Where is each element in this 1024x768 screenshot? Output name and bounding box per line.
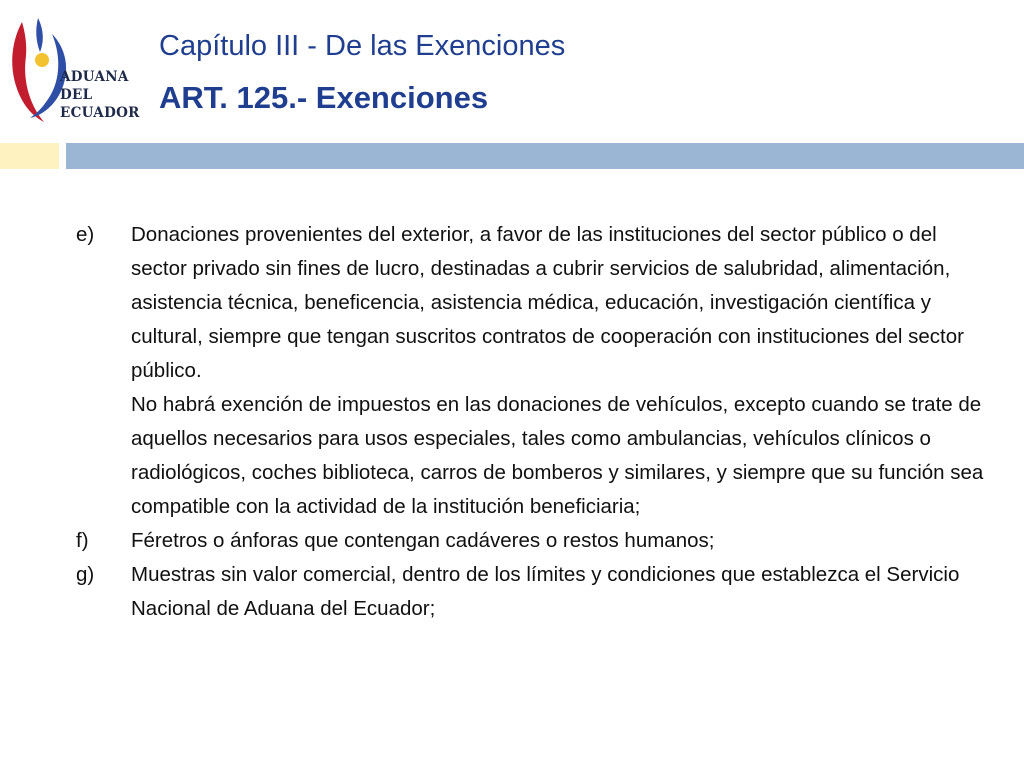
item-paragraph: No habrá exención de impuestos en las donaciones de vehículos, excepto cuando se trate de aquellos necesarios para usos especiales, tales como ambulancias, vehículos clínicos o radiológicos, coches biblioteca, carros de bomberos y similares, y siempre que su función sea compatible con la actividad de la institución beneficiaria; [131,393,984,518]
aduana-logo [8,14,138,129]
accent-bar-blue [66,143,1024,169]
list-item [76,524,996,558]
item-paragraph: Muestras sin valor comercial, dentro de los límites y condiciones que establezca el Servicio Nacional de Aduana del Ecuador; [131,563,960,620]
item-text [131,558,996,626]
item-paragraph: Donaciones provenientes del exterior, a favor de las instituciones del sector público o del sector privado sin fines de lucro, destinadas a cubrir servicios de salubridad, alimentación, asistencia técnica, beneficencia, asistencia médica, educación, investigación científica y cultural, siempre que tengan suscritos contratos de cooperación con instituciones del sector público. [131,223,964,382]
item-text [131,218,996,524]
chapter-title: Capítulo III - De las Exenciones [159,30,566,62]
list-item [76,218,996,524]
item-marker: g) [76,563,95,586]
item-marker: e) [76,223,95,246]
list-item [76,558,996,626]
accent-bar-yellow [0,143,59,169]
logo-wordmark [60,68,140,122]
article-body [76,218,996,626]
logo-line: ECUADOR [60,105,140,121]
item-paragraph: Féretros o ánforas que contengan cadáveres o restos humanos; [131,529,715,552]
logo-line: ADUANA [60,69,129,85]
logo-line: DEL [60,87,93,103]
item-marker: f) [76,529,89,552]
article-title: ART. 125.- Exenciones [159,80,489,115]
item-text [131,524,714,558]
